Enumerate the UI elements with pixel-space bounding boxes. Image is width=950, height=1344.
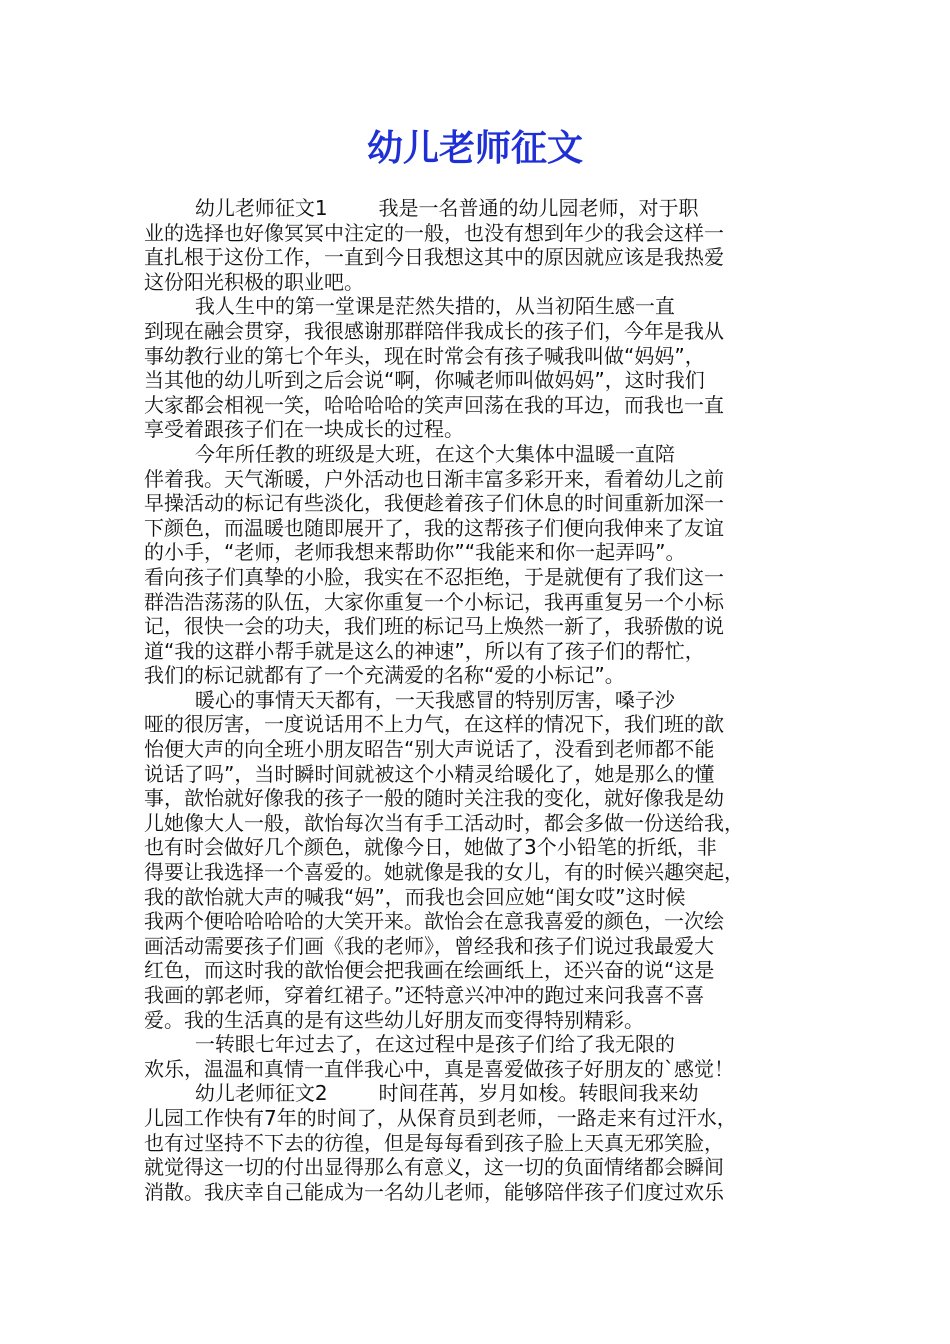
body-line: 今年所任教的班级是大班，在这个大集体中温暖一直陪 [144,441,675,466]
body-line: 画活动需要孩子们画《我的老师》，曾经我和孩子们说过我最爱大 [144,933,714,958]
body-line: 消散。我庆幸自己能成为一名幼儿老师，能够陪伴孩子们度过欢乐 [144,1179,724,1204]
body-line: 下颜色，而温暖也随即展开了，我的这帮孩子们便向我伸来了友谊 [144,515,724,540]
body-line: 就觉得这一切的付出显得那么有意义，这一切的负面情绪都会瞬间 [144,1155,724,1180]
body-line: 早操活动的标记有些淡化，我便趁着孩子们休息的时间重新加深一 [144,491,724,516]
body-line: 到现在融会贯穿，我很感谢那群陪伴我成长的孩子们，今年是我从 [144,318,724,343]
body-line: 我们的标记就都有了一个充满爱的名称“爱的小标记”。 [144,663,625,688]
body-line: 我两个便哈哈哈哈的大笑开来。歆怡会在意我喜爱的颜色，一次绘 [144,909,724,934]
body-line: 事幼教行业的第七个年头，现在时常会有孩子喊我叫做“妈妈”， [144,343,705,368]
body-line: 伴着我。天气渐暖，户外活动也日渐丰富多彩开来，看着幼儿之前 [144,466,724,491]
body-line: 一转眼七年过去了，在这过程中是孩子们给了我无限的 [144,1032,675,1057]
body-line: 业的选择也好像冥冥中注定的一般，也没有想到年少的我会这样一 [144,220,724,245]
body-line: 这份阳光积极的职业吧。 [144,269,364,294]
body-line: 幼儿老师征文1 我是一名普通的幼儿园老师，对于职 [144,196,699,220]
body-line: 大家都会相视一笑，哈哈哈哈的笑声回荡在我的耳边，而我也一直 [144,392,724,417]
body-line: 怡便大声的向全班小朋友昭告“别大声说话了，没看到老师都不能 [144,737,715,762]
body-line: 爱。我的生活真的是有这些幼儿好朋友而变得特别精彩。 [144,1007,644,1032]
body-line: 群浩浩荡荡的队伍，大家你重复一个小标记，我再重复另一个小标 [144,589,724,614]
body-line: 哑的很厉害，一度说话用不上力气，在这样的情况下，我们班的歆 [144,712,724,737]
body-line: 我画的郭老师，穿着红裙子。”还特意兴冲冲的跑过来问我喜不喜 [144,983,705,1007]
body-line: 得要让我选择一个喜爱的。她就像是我的女儿，有的时候兴趣突起， [144,860,744,885]
body-line: 当其他的幼儿听到之后会说“啊，你喊老师叫做妈妈”，这时我们 [144,368,705,393]
body-line: 我的歆怡就大声的喊我“妈”，而我也会回应她“闺女哎”这时候 [144,884,686,909]
document-body [144,196,824,1204]
body-line: 享受着跟孩子们在一块成长的过程。 [144,417,464,442]
body-line: 的小手，“老师，老师我想来帮助你”“我能来和你一起弄吗”。 [144,540,686,565]
body-line: 记，很快一会的功夫，我们班的标记马上焕然一新了，我骄傲的说 [144,614,724,639]
body-line: 也有时会做好几个颜色，就像今日，她做了3个小铅笔的折纸，非 [144,835,717,860]
body-line: 说话了吗”，当时瞬时间就被这个小精灵给暖化了，她是那么的懂 [144,761,715,786]
body-line: 也有过坚持不下去的彷徨，但是每每看到孩子脸上天真无邪笑脸， [144,1130,724,1155]
body-line: 儿园工作快有7年的时间了，从保育员到老师，一路走来有过汗水， [144,1105,737,1130]
body-line: 暖心的事情天天都有，一天我感冒的特别厉害，嗓子沙 [144,687,675,712]
body-line: 欢乐，温温和真情一直伴我心中，真是喜爱做孩子好朋友的`感觉！ [144,1056,734,1081]
body-line: 幼儿老师征文2 时间荏苒，岁月如梭。转眼间我来幼 [144,1081,699,1106]
body-line: 直扎根于这份工作，一直到今日我想这其中的原因就应该是我热爱 [144,245,724,270]
body-line: 红色，而这时我的歆怡便会把我画在绘画纸上，还兴奋的说“这是 [144,958,715,983]
body-line: 我人生中的第一堂课是茫然失措的，从当初陌生感一直 [144,294,675,319]
body-line: 儿她像大人一般，歆怡每次当有手工活动时，都会多做一份送给我， [144,810,744,835]
body-line: 看向孩子们真挚的小脸，我实在不忍拒绝，于是就便有了我们这一 [144,564,724,589]
document-title: 幼儿老师征文 [366,127,583,169]
body-line: 事，歆怡就好像我的孩子一般的随时关注我的变化，就好像我是幼 [144,786,724,811]
body-line: 道“我的这群小帮手就是这么的神速”，所以有了孩子们的帮忙， [144,638,705,663]
